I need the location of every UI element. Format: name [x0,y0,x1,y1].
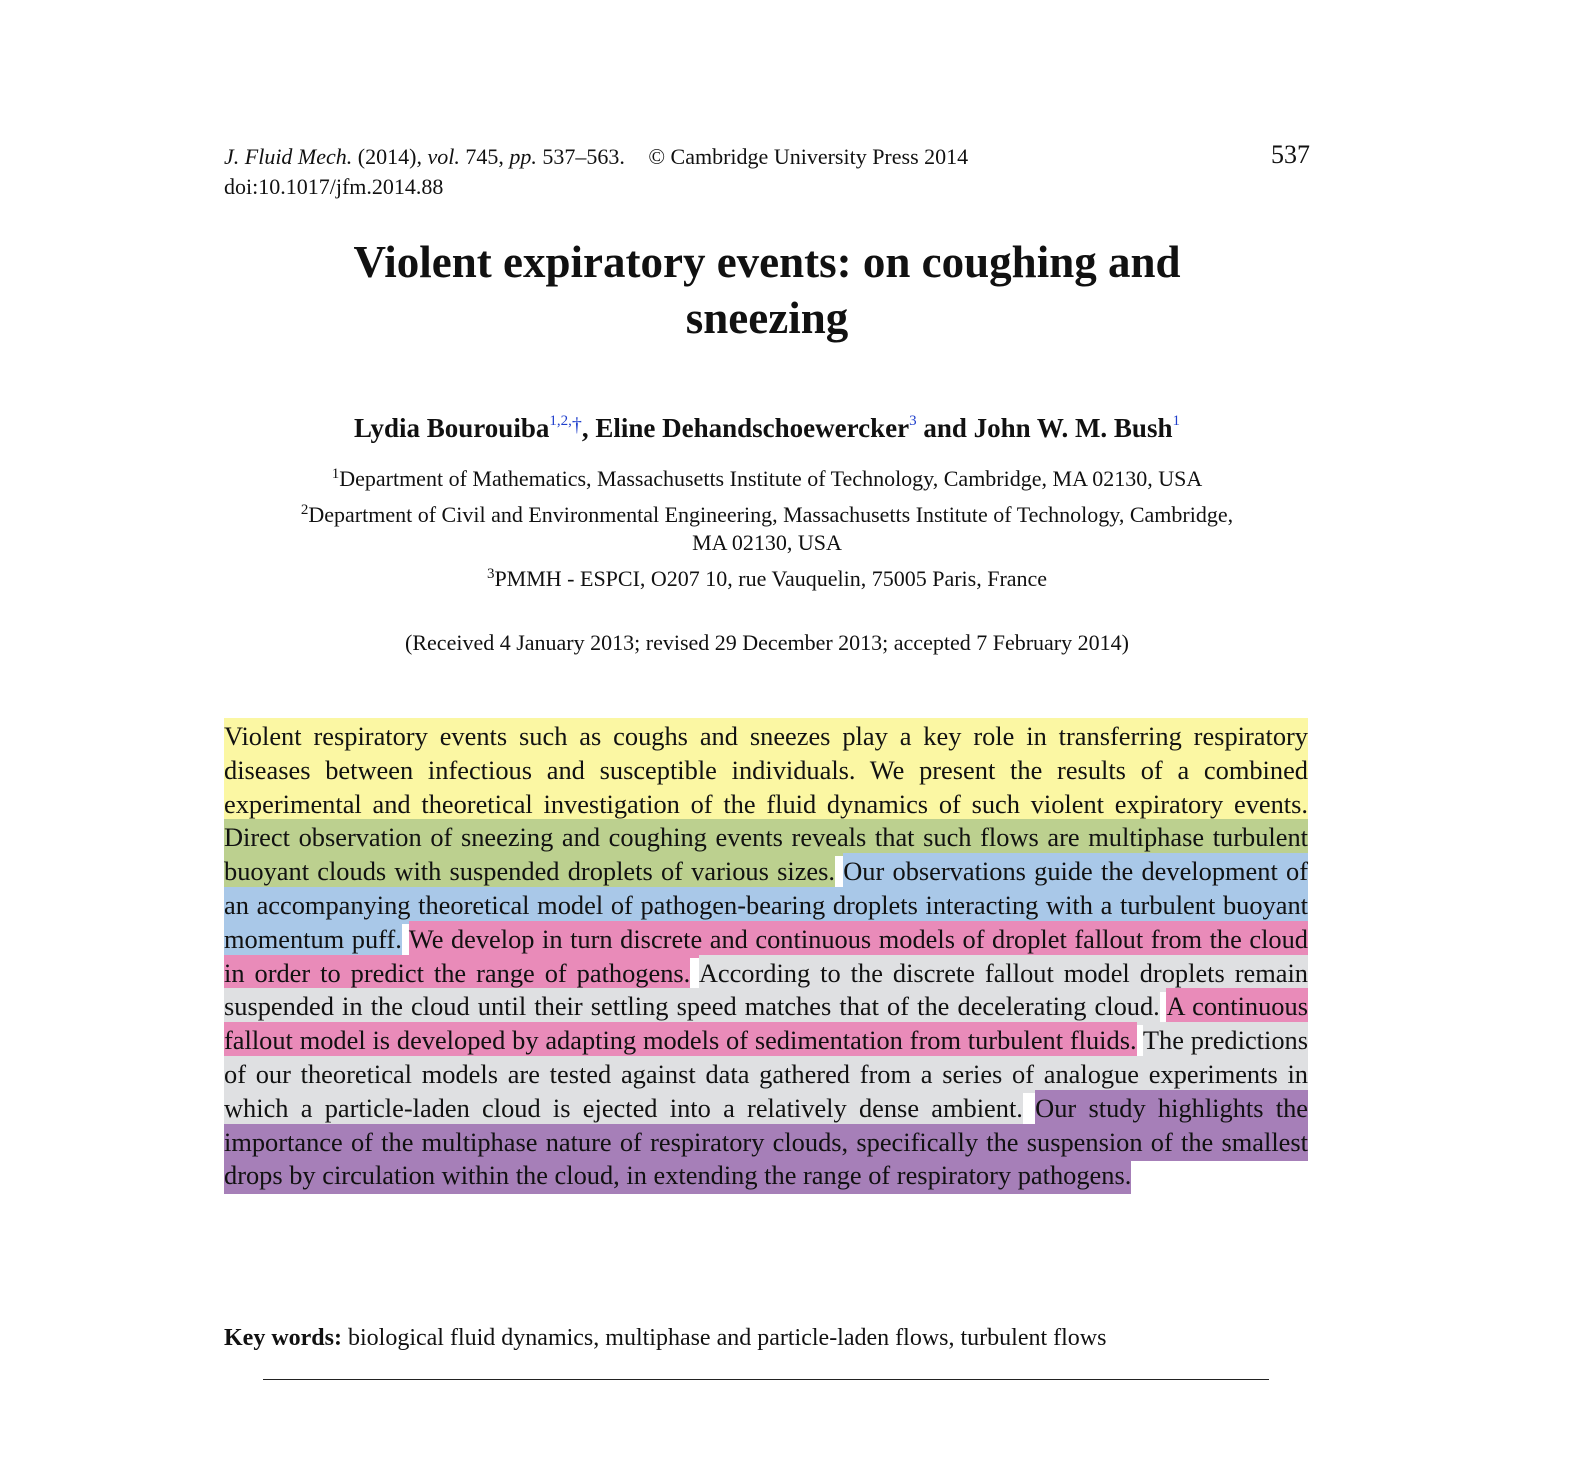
affiliation-1 [224,465,1310,493]
affiliation-list [224,465,1310,601]
paper-title [224,234,1310,346]
journal-header [224,142,1310,202]
journal-name: J. Fluid Mech. [224,144,353,169]
title-line-2: sneezing [685,293,849,343]
affiliation-text: Department of Mathematics, Massachusetts Institute of Technology, Cambridge, MA 02130, USA [339,466,1203,491]
author-bush-affiliation-link[interactable]: 1 [1172,413,1180,429]
page-number: 537 [1271,140,1310,169]
abstract-segment-continuous-model: A continuous fallout model is developed by adapting models of sedimentation from turbulent fluids. [224,988,1308,1059]
author-separator: , [581,413,596,443]
abstract [224,720,1308,1193]
author-dehandschoewercker-affiliation-link[interactable]: 3 [909,413,917,429]
keywords-label: Key words: [224,1325,342,1351]
affiliation-2 [224,501,1310,557]
author-bourouiba: Lydia Bourouiba [354,413,550,443]
affiliation-number: 2 [300,502,309,518]
journal-year: (2014), [357,144,422,169]
abstract-segment-fallout-models: We develop in turn discrete and continuous models of droplet fallout from the cloud in order to predict the range of pathogens. [224,921,1308,992]
abstract-segment-model: Our observations guide the development of an accompanying theoretical model of pathogen-bearing droplets interacting with a turbulent buoyant momentum puff. [224,853,1308,958]
received-dates: (Received 4 January 2013; revised 29 December 2013; accepted 7 February 2014) [405,630,1129,655]
affiliation-text: PMMH - ESPCI, O207 10, rue Vauquelin, 75005 Paris, France [494,566,1048,591]
keywords [224,1322,1310,1354]
copyright-notice: © Cambridge University Press 2014 [648,144,969,169]
author-list [224,410,1310,446]
affiliation-number: 3 [486,566,495,582]
pages-label: pp. [509,144,537,169]
affiliation-number: 1 [331,466,340,482]
abstract-segment-conclusion: Our study highlights the importance of the multiphase nature of respiratory clouds, specifically the suspension of the smallest drops by circulation within the cloud, in extending the range of respiratory pathogens. [224,1090,1308,1195]
author-bourouiba-affiliation-link[interactable]: 1,2, [549,413,572,429]
title-line-1: Violent expiratory events: on coughing and [353,237,1181,287]
keywords-list: biological fluid dynamics, multiphase and particle-laden flows, turbulent flows [347,1325,1107,1351]
author-bush: John W. M. Bush [973,413,1173,443]
abstract-segment-background: Violent respiratory events such as coughs and sneezes play a key role in transferring respiratory diseases between infectious and susceptible individuals. We present the results of a combined experimental and theoretical investigation of the fluid dynamics of such violent expiratory events. [224,718,1308,823]
abstract-segment-experiments: The predictions of our theoretical models are tested against data gathered from a series of analogue experiments in which a particle-laden cloud is ejected into a relatively dense ambient. [224,1022,1308,1127]
author-dehandschoewercker: Eline Dehandschoewercker [595,413,910,443]
abstract-segment-discrete-model: According to the discrete fallout model droplets remain suspended in the cloud until their settling speed matches that of the decelerating cloud. [224,955,1308,1026]
author-bourouiba-corresponding-mark[interactable]: † [571,414,582,436]
volume-number: 745, [465,144,504,169]
footnote-divider [263,1379,1269,1380]
abstract-segment-observation: Direct observation of sneezing and coughing events reveals that such flows are multiphase turbulent buoyant clouds with suspended droplets of various sizes. [224,819,1308,890]
affiliation-text: Department of Civil and Environmental Engineering, Massachusetts Institute of Technology, Cambridge, [308,502,1234,527]
doi-link[interactable]: doi:10.1017/jfm.2014.88 [224,174,444,199]
affiliation-3 [224,565,1310,593]
author-separator-and: and [916,413,974,443]
citation-line [224,142,1310,172]
page-range: 537–563. [542,144,625,169]
volume-label: vol. [427,144,460,169]
affiliation-text-continued: MA 02130, USA [692,530,842,555]
